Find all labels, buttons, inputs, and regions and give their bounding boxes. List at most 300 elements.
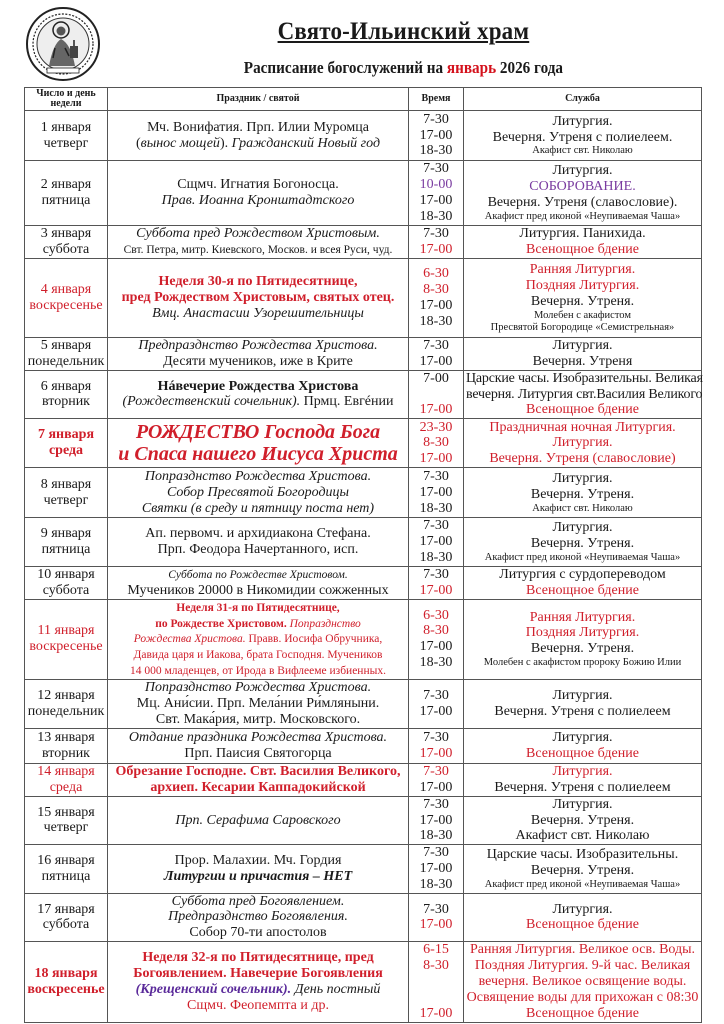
service-time: 18-30: [419, 876, 453, 892]
feast-text: Сщмч. Феопемпта и др.: [187, 997, 329, 1013]
service-time: 17-00: [419, 242, 453, 257]
feast-cell: [108, 728, 409, 763]
feast-text: Святки (в среду и пятницу поста нет): [141, 500, 375, 516]
weekday-label: понедельник: [27, 703, 105, 719]
service-time: 18-30: [419, 143, 453, 159]
feast-line: [110, 813, 406, 829]
feast-cell: [108, 679, 409, 728]
subtitle-month: январь: [446, 58, 497, 77]
feast-line: [110, 526, 406, 542]
service-name: Вечерня. Утреня.: [530, 294, 635, 310]
service-name: Всенощное бдение: [526, 745, 639, 761]
service-name: Литургия.: [552, 338, 613, 353]
feast-text: Прав. Иоанна Кронштадтского: [161, 193, 355, 208]
feast-text: ).: [219, 135, 232, 151]
service-name: Вечерня. Утреня.: [530, 862, 635, 878]
time-cell: [409, 226, 464, 259]
feast-text: вынос мощей: [140, 135, 220, 151]
service-time: 7-30: [423, 796, 449, 812]
service-name: вечерня. Литургия свт.Василия Великого: [466, 386, 703, 402]
service-time: 6-15: [423, 942, 449, 958]
feast-text: по Рождестве Христовом.: [155, 617, 287, 630]
service-cell: [464, 468, 702, 518]
date-cell: [25, 796, 108, 844]
service-name: Литургия.: [552, 901, 613, 917]
time-cell: [409, 893, 464, 941]
feast-line: [110, 764, 406, 780]
date-cell: [25, 893, 108, 941]
feast-line: [110, 583, 406, 599]
date-cell: [25, 419, 108, 468]
service-time: 8-30: [423, 435, 449, 451]
table-row: [25, 728, 702, 763]
service-time: 8-30: [423, 957, 449, 973]
date-label: 2 января: [40, 177, 92, 193]
feast-line: [110, 600, 406, 616]
feast-text: Десяти мучеников, иже в Крите: [163, 353, 353, 369]
page-title: Свято-Ильинский храм: [277, 18, 530, 45]
column-header-time: Время: [409, 88, 464, 111]
feast-text: (: [135, 135, 141, 151]
service-time: 18-30: [419, 828, 453, 844]
feast-cell: [108, 338, 409, 371]
service-time: 7-30: [423, 161, 449, 177]
feast-text: Собор 70-ти апостолов: [189, 925, 327, 941]
feast-line: [110, 966, 406, 982]
service-cell: [464, 111, 702, 161]
feast-text: РОЖДЕСТВО Господа Бога: [135, 420, 381, 443]
date-label: 16 января: [37, 853, 95, 869]
time-cell: [409, 419, 464, 468]
feast-line: [110, 746, 406, 762]
feast-text: Правв. Иосифа Обручника,: [245, 633, 383, 646]
service-time: 6-30: [423, 607, 449, 623]
page-subtitle: [29, 58, 695, 78]
feast-text: Мч. Вонифатия. Прп. Илии Муромца: [147, 119, 369, 135]
service-name: Ранняя Литургия.: [529, 609, 636, 625]
column-header-feast: Праздник / святой: [108, 88, 409, 111]
subtitle-suffix: 2026 года: [496, 58, 563, 77]
feast-line: [110, 443, 406, 466]
feast-text: Давида царя и Иакова, брата Господня. Мучеников: [133, 649, 383, 662]
time-cell: [409, 111, 464, 161]
feast-text: 14 000 младенцев, от Ирода в Вифлееме избиенных.: [130, 664, 386, 677]
service-name: Поздняя Литургия. 9-й час. Великая: [474, 958, 691, 974]
service-name: Акафист свт. Николаю: [515, 828, 650, 844]
service-time: 23-30: [419, 419, 453, 435]
service-time: 7-30: [423, 338, 449, 353]
service-time: 18-30: [419, 313, 453, 329]
feast-line: [110, 950, 406, 966]
feast-text: Рождества Христова.: [133, 633, 246, 646]
feast-cell: [108, 845, 409, 893]
feast-line: [110, 663, 406, 679]
service-name: Всенощное бдение: [526, 402, 639, 418]
service-name: Вечерня. Утреня.: [530, 536, 635, 552]
service-time: 17-00: [419, 639, 453, 655]
subtitle-prefix: Расписание богослужений на: [243, 58, 447, 77]
date-label: 9 января: [40, 526, 92, 542]
service-cell: [464, 338, 702, 371]
service-name: Всенощное бдение: [526, 917, 639, 933]
service-time: 17-00: [419, 779, 453, 795]
service-name: Вечерня. Утреня (славословие): [489, 451, 676, 467]
service-time: 17-00: [419, 298, 453, 313]
service-time: 17-00: [419, 353, 453, 369]
service-name: Акафист пред иконой «Неупиваемая Чаша»: [484, 210, 681, 222]
table-row: [25, 226, 702, 259]
table-row: [25, 845, 702, 893]
service-cell: [464, 942, 702, 1022]
feast-line: [110, 421, 406, 444]
column-header-service: Служба: [464, 88, 702, 111]
service-cell: [464, 728, 702, 763]
service-name: Литургия. Панихида.: [519, 226, 646, 242]
service-name: Литургия.: [552, 471, 613, 486]
feast-text: Прп. Паисия Святогорца: [184, 745, 332, 761]
time-cell: [409, 259, 464, 338]
date-label: 14 января: [37, 763, 95, 779]
service-time: 7-30: [423, 687, 449, 703]
feast-text: Неделя 32-я по Пятидесятнице, пред: [142, 950, 374, 966]
feast-line: [110, 485, 406, 501]
service-time: 7-30: [423, 845, 449, 861]
service-name: Всенощное бдение: [526, 582, 639, 598]
feast-line: [110, 394, 406, 410]
feast-cell: [108, 893, 409, 941]
feast-text: День постный: [291, 981, 381, 997]
feast-line: [110, 712, 406, 728]
feast-text: Ап. первомч. и архидиакона Стефана.: [145, 526, 371, 542]
feast-line: [110, 982, 406, 998]
service-name: Всенощное бдение: [526, 1005, 639, 1021]
table-row: [25, 111, 702, 161]
feast-text: (Рождественский сочельник).: [122, 394, 301, 410]
weekday-label: вторник: [42, 394, 90, 410]
table-row: [25, 468, 702, 518]
service-time: 8-30: [423, 623, 449, 639]
table-row: [25, 370, 702, 419]
feast-cell: [108, 468, 409, 518]
service-time: 7-30: [423, 111, 449, 127]
weekday-label: пятница: [41, 193, 91, 208]
service-name: Вечерня. Утреня с полиелеем: [494, 703, 671, 719]
service-time: 7-30: [423, 226, 449, 242]
weekday-label: суббота: [42, 582, 90, 598]
service-name: Акафист пред иконой «Неупиваемая Чаша»: [484, 551, 681, 563]
feast-text: Отдание праздника Рождества Христова.: [128, 729, 388, 745]
service-cell: [464, 679, 702, 728]
service-cell: [464, 893, 702, 941]
service-time: 7-30: [423, 518, 449, 534]
feast-text: Попразднство: [286, 617, 361, 630]
service-name: Литургия.: [552, 729, 613, 745]
feast-line: [110, 177, 406, 193]
service-time: 17-00: [419, 534, 453, 550]
date-cell: [25, 599, 108, 679]
time-cell: [409, 338, 464, 371]
feast-cell: [108, 518, 409, 566]
feast-text: Неделя 31-я по Пятидесятнице,: [176, 601, 340, 614]
weekday-label: суббота: [42, 917, 90, 933]
spacer: [411, 974, 461, 1006]
feast-line: [110, 894, 406, 910]
feast-text: Мц. Ани́сии. Прп. Мела́нии Ри́мляныни.: [136, 695, 380, 711]
feast-line: [110, 469, 406, 485]
feast-text: Мучеников 20000 в Никомидии сожженных: [127, 582, 389, 598]
table-row: [25, 419, 702, 468]
feast-line: [110, 542, 406, 558]
feast-text: Предпразднство Рождества Христова.: [138, 338, 378, 353]
time-cell: [409, 566, 464, 599]
date-cell: [25, 566, 108, 599]
date-label: 4 января: [40, 282, 92, 298]
service-cell: [464, 259, 702, 338]
service-time: 17-00: [419, 582, 453, 598]
date-cell: [25, 259, 108, 338]
feast-line: [110, 909, 406, 925]
table-row: [25, 942, 702, 1022]
service-time: 7-30: [423, 566, 449, 582]
service-time: 7-30: [423, 901, 449, 917]
date-cell: [25, 338, 108, 371]
weekday-label: понедельник: [27, 353, 105, 369]
service-name: Вечерня. Утреня.: [530, 641, 635, 657]
date-cell: [25, 942, 108, 1022]
feast-text: Прор. Малахии. Мч. Гордия: [174, 853, 342, 869]
date-cell: [25, 468, 108, 518]
service-name: Вечерня. Утреня с полиелеем.: [492, 129, 673, 145]
feast-cell: [108, 259, 409, 338]
time-cell: [409, 599, 464, 679]
feast-text: Попразднство Рождества Христова.: [144, 469, 372, 485]
date-label: 13 января: [37, 729, 95, 745]
feast-cell: [108, 370, 409, 419]
table-row: [25, 338, 702, 371]
feast-line: [110, 290, 406, 306]
date-label: 11 января: [37, 623, 95, 639]
feast-line: [110, 136, 406, 152]
feast-line: [110, 616, 406, 632]
weekday-label: воскресенье: [29, 298, 103, 313]
service-name: Пресвятой Богородице «Семистрельная»: [490, 321, 675, 333]
feast-text: Литургии и причастия – НЕТ: [163, 868, 353, 884]
service-time: 6-30: [423, 266, 449, 282]
feast-text: Суббота пред Рождеством Христовым.: [136, 226, 380, 242]
time-cell: [409, 518, 464, 566]
date-cell: [25, 518, 108, 566]
feast-cell: [108, 763, 409, 796]
service-time: 17-00: [419, 193, 453, 208]
weekday-label: суббота: [42, 242, 90, 257]
table-row: [25, 796, 702, 844]
feast-line: [110, 730, 406, 746]
feast-line: [110, 998, 406, 1014]
service-name: Акафист свт. Николаю: [532, 145, 633, 157]
feast-cell: [108, 161, 409, 226]
service-name: Всенощное бдение: [526, 242, 639, 257]
date-label: 15 января: [37, 804, 95, 820]
date-label: 18 января: [34, 965, 98, 981]
date-label: 8 января: [40, 476, 92, 492]
service-name: Поздняя Литургия.: [525, 625, 640, 641]
feast-text: архиеп. Кесарии Каппадокийской: [150, 779, 366, 795]
feast-cell: [108, 419, 409, 468]
date-cell: [25, 728, 108, 763]
service-time: 17-00: [419, 402, 453, 418]
date-label: 10 января: [37, 566, 95, 582]
table-row: [25, 566, 702, 599]
date-cell: [25, 226, 108, 259]
time-cell: [409, 845, 464, 893]
service-name: Вечерня. Утреня с полиелеем: [494, 779, 671, 795]
table-row: [25, 679, 702, 728]
feast-line: [110, 567, 406, 583]
service-name: Ранняя Литургия. Великое осв. Воды.: [469, 942, 696, 958]
service-cell: [464, 845, 702, 893]
service-name: Царские часы. Изобразительны.: [486, 847, 679, 863]
time-cell: [409, 679, 464, 728]
service-cell: [464, 796, 702, 844]
feast-text: Гражданский Новый год: [231, 135, 381, 151]
feast-line: [110, 120, 406, 136]
date-label: 7 января: [37, 427, 95, 443]
feast-text: (Крещенский сочельник).: [135, 981, 292, 997]
date-label: 12 января: [37, 687, 95, 703]
service-cell: [464, 226, 702, 259]
service-cell: [464, 370, 702, 419]
service-name: Вечерня. Утреня.: [530, 812, 635, 828]
service-name: Литургия с сурдопереводом: [499, 566, 666, 582]
service-cell: [464, 599, 702, 679]
service-name: СОБОРОВАНИЕ.: [529, 179, 636, 195]
feast-text: Нáвечерие Рождества Христова: [157, 378, 359, 394]
service-time: 17-00: [419, 745, 453, 761]
weekday-label: четверг: [43, 820, 89, 836]
service-name: Литургия.: [552, 796, 613, 812]
spacer: [411, 386, 461, 402]
service-name: Праздничная ночная Литургия.: [489, 419, 676, 435]
feast-text: и Спаса нашего Иисуса Христа: [118, 443, 398, 466]
service-name: Вечерня. Утреня: [532, 353, 633, 369]
service-name: Молебен с акафистом пророку Божию Илии: [483, 657, 682, 668]
feast-text: Прп. Феодора Начертанного, исп.: [157, 541, 359, 557]
time-cell: [409, 370, 464, 419]
date-label: 6 января: [40, 378, 92, 394]
service-time: 10-00: [419, 177, 453, 193]
table-row: [25, 893, 702, 941]
feast-line: [110, 193, 406, 209]
weekday-label: пятница: [41, 541, 91, 557]
service-time: 17-00: [419, 703, 453, 719]
service-name: Литургия.: [552, 763, 613, 779]
feast-text: Свт. Петра, митр. Киевского, Москов. и всея Руси, чуд.: [123, 244, 393, 256]
feast-line: [110, 647, 406, 663]
table-header-row: [25, 88, 702, 111]
service-name: Вечерня. Утреня (славословие).: [487, 194, 678, 210]
service-name: Литургия.: [552, 435, 613, 451]
feast-cell: [108, 566, 409, 599]
service-name: Литургия.: [552, 687, 613, 703]
service-time: 17-00: [419, 127, 453, 143]
table-row: [25, 518, 702, 566]
service-time: 18-30: [419, 500, 453, 516]
table-row: [25, 599, 702, 679]
date-label: 3 января: [40, 226, 92, 242]
date-label: 5 января: [40, 338, 92, 353]
date-cell: [25, 763, 108, 796]
service-time: 17-00: [419, 812, 453, 828]
service-name: Акафист свт. Николаю: [532, 502, 633, 514]
service-time: 18-30: [419, 655, 453, 671]
feast-line: [110, 925, 406, 941]
service-name: Молебен с акафистом: [534, 309, 631, 321]
weekday-label: среда: [49, 779, 83, 795]
date-cell: [25, 111, 108, 161]
service-time: 17-00: [419, 484, 453, 500]
feast-line: [110, 501, 406, 517]
service-name: Литургия.: [552, 113, 613, 129]
service-name: Литургия.: [552, 520, 613, 536]
feast-text: Богоявлением. Навечерие Богоявления: [133, 965, 383, 981]
feast-line: [110, 869, 406, 885]
feast-text: Сщмч. Игнатия Богоносца.: [177, 177, 339, 193]
weekday-label: воскресенье: [27, 981, 105, 997]
time-cell: [409, 468, 464, 518]
service-time: 7-00: [423, 370, 449, 386]
date-cell: [25, 679, 108, 728]
date-label: 1 января: [40, 119, 92, 135]
service-name: Освящение воды для прихожан с 08:30: [466, 989, 699, 1005]
service-time: 7-30: [423, 729, 449, 745]
feast-text: Прп. Серафима Саровского: [175, 812, 341, 828]
date-label: 17 января: [37, 901, 95, 917]
schedule-table: [24, 87, 702, 1023]
service-cell: [464, 763, 702, 796]
service-name: Вечерня. Утреня.: [530, 486, 635, 502]
schedule-rows: [25, 111, 702, 1023]
feast-line: [110, 338, 406, 354]
feast-line: [110, 631, 406, 647]
service-name: Ранняя Литургия.: [529, 262, 636, 278]
date-cell: [25, 370, 108, 419]
service-name: Царские часы. Изобразительны. Великая: [466, 370, 703, 386]
column-header-date: Число и день недели: [25, 88, 108, 111]
service-name: Акафист пред иконой «Неупиваемая Чаша»: [484, 878, 681, 890]
service-name: вечерня. Великое освящение воды.: [478, 973, 687, 989]
weekday-label: пятница: [41, 868, 91, 884]
table-row: [25, 161, 702, 226]
table-row: [25, 259, 702, 338]
weekday-label: четверг: [43, 135, 89, 151]
feast-text: Предпразднство Богоявления.: [168, 909, 348, 925]
feast-cell: [108, 226, 409, 259]
weekday-label: вторник: [42, 745, 90, 761]
feast-text: пред Рождеством Христовым, святых отец.: [121, 290, 395, 306]
feast-text: Вмц. Анастасии Узорешительницы: [152, 305, 364, 321]
service-name: Поздняя Литургия.: [525, 278, 640, 294]
feast-cell: [108, 942, 409, 1022]
time-cell: [409, 728, 464, 763]
service-cell: [464, 566, 702, 599]
feast-line: [110, 274, 406, 290]
feast-line: [110, 242, 406, 258]
service-time: 7-30: [423, 763, 449, 779]
feast-cell: [108, 599, 409, 679]
service-cell: [464, 161, 702, 226]
service-time: 17-00: [419, 1005, 453, 1021]
time-cell: [409, 161, 464, 226]
